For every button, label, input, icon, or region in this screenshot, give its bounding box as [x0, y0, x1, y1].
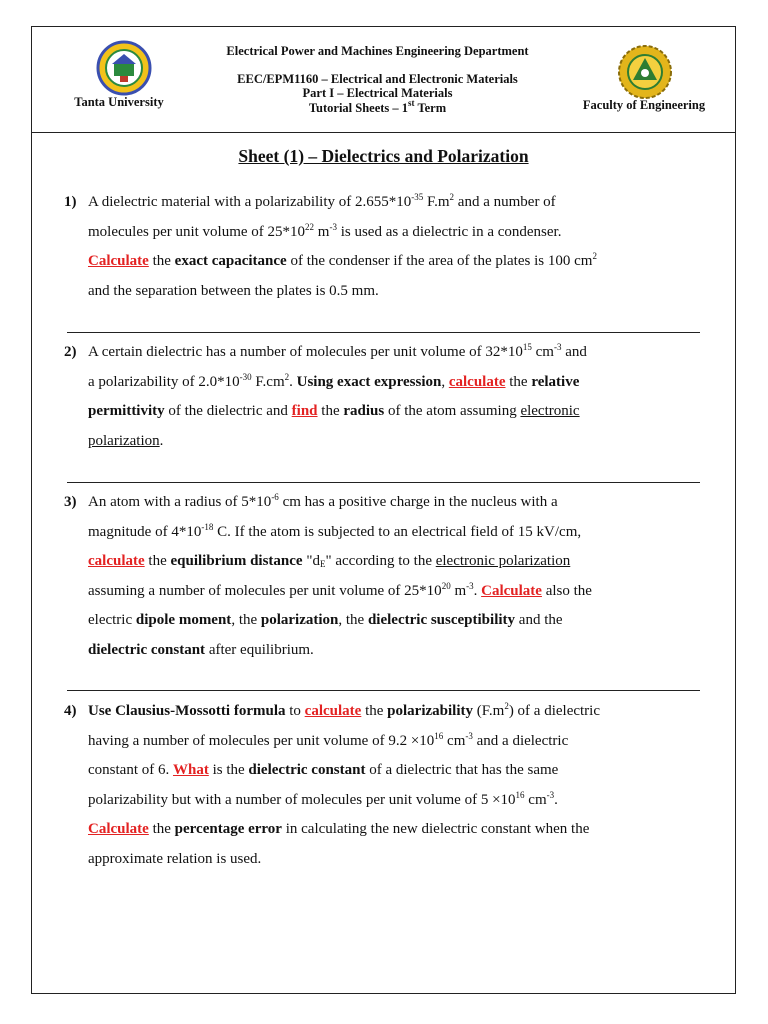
divider: [67, 690, 700, 691]
department-name: Electrical Power and Machines Engineering Department: [226, 44, 529, 58]
keyword-calculate: calculate: [448, 373, 506, 390]
faculty-name: Faculty of Engineering: [582, 98, 706, 112]
part-title: Part I – Electrical Materials: [302, 86, 453, 100]
keyword-calculate: Calculate: [481, 582, 542, 599]
divider: [67, 482, 700, 483]
keyword-calculate: calculate: [304, 703, 362, 719]
keyword-calculate: Calculate: [88, 821, 149, 837]
keyword-what: What: [172, 762, 209, 778]
keyword-find: find: [291, 403, 318, 419]
question-4: 4) Use Clausius-Mossotti formula to calculate the polarizability $(F.m^2)$ of a dielectric having a number of molecules per unit volume of $9.2 \times 10^{16}$ $cm^{-3}$ and a dielectric constant of 6. What is the dielectric constant of a dielectric that has the same polarizability but with a number of molecules per unit volume of $5 \times 10^{16}$ $cm^{-3}$. Calculate the percentage error in calculating the new dielectric constant when the approximate relation is used.: [64, 701, 601, 867]
course-title: EEC/EPM1160 – Electrical and Electronic Materials: [237, 71, 518, 86]
sheet-title: Sheet (1) – Dielectrics and Polarization: [238, 146, 529, 166]
faculty-of-engineering-logo-icon: [612, 44, 678, 100]
header-center: [190, 44, 565, 115]
header-divider: [31, 132, 736, 133]
divider: [67, 332, 700, 333]
question-3: 3) An atom with a radius of $5*10^{-6}$ cm has a positive charge in the nucleus with a magnitude of $4*10^{-18}$ C. If the atom is subjected to an electrical field of 15 kV/cm, calculate the equilibrium distance "$d_E$" according to the electronic polarization assuming a number of molecules per unit volume of $25*10^{20}$ $m^{-3}$. Calculate also the electric dipole moment, the polarization, the dielectric susceptibility and the dielectric constant after equilibrium.: [64, 492, 592, 658]
question-1: 1) A dielectric material with a polarizability of $2.655*10^{-35}$ $F.m^2$ and a number of molecules per unit volume of $25*10^{22}$ $m^{-3}$ is used as a dielectric in a condenser. Calculate the exact capacitance of the condenser if the area of the plates is 100 $cm^2$ and the separation between the plates is 0.5 mm.: [64, 192, 597, 299]
tanta-university-logo-icon: [90, 40, 158, 96]
keyword-calculate: Calculate: [88, 253, 149, 269]
university-name: Tanta University: [74, 95, 164, 109]
tutorial-title: Tutorial Sheets – 1st Term: [308, 97, 447, 115]
keyword-calculate: calculate: [88, 553, 145, 569]
question-2: 2) A certain dielectric has a number of molecules per unit volume of $32*10^{15}$ $cm^{-3}$ and a polarizability of $2.0*10^{-30}$ $F.cm^2$. Using exact expression, calculate the relative permittivity of the dielectric and find the radius of the atom assuming electronic polarization.: [64, 342, 587, 449]
